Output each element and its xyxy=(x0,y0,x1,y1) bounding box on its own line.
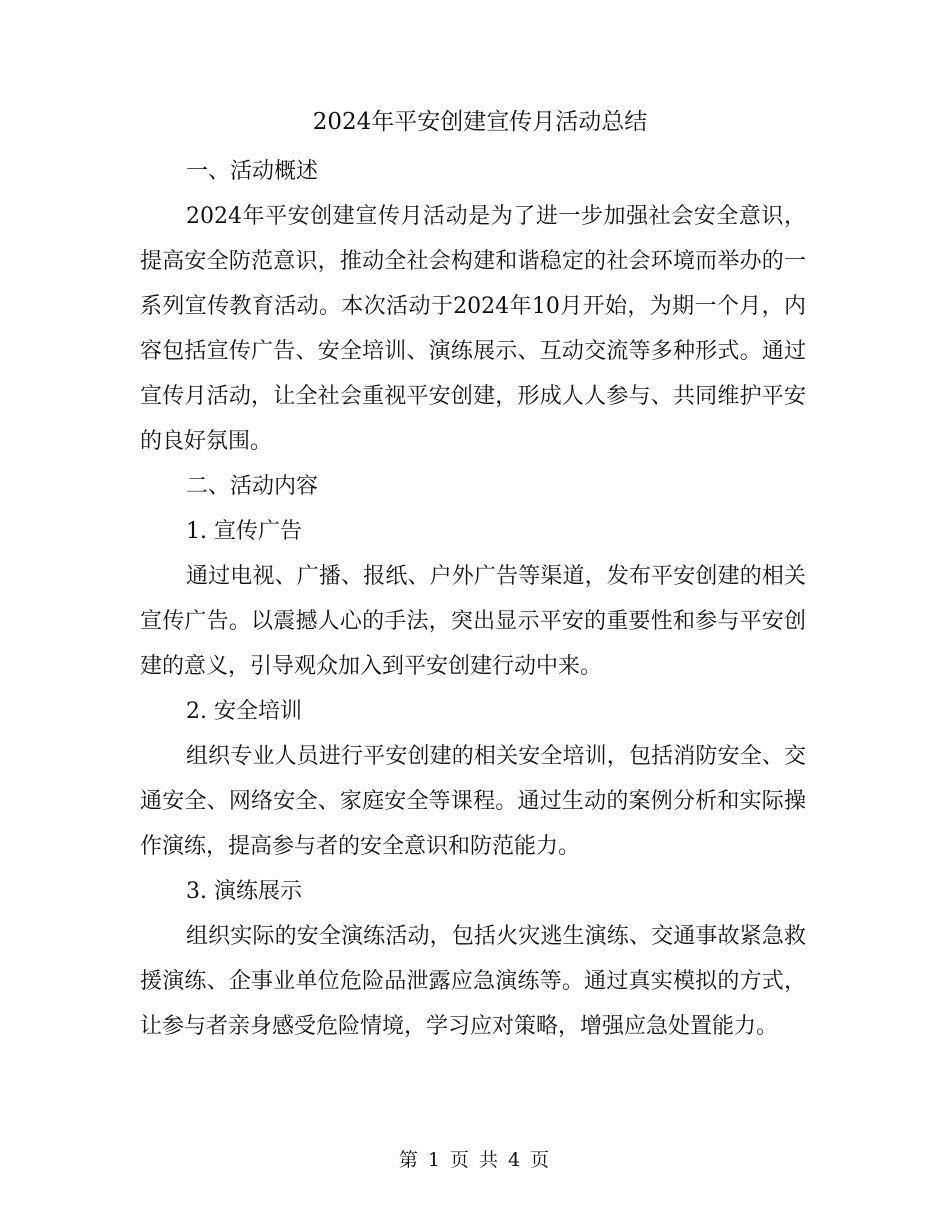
subheading-publicity: 1. 宣传广告 xyxy=(186,519,302,544)
section-heading-overview: 一、活动概述 xyxy=(186,159,319,184)
subheading-training: 2. 安全培训 xyxy=(186,699,302,724)
paragraph-training: 组织专业人员进行平安创建的相关安全培训，包括消防安全、交通安全、网络安全、家庭安全等课程。通过生动的案例分析和实际操作演练，提高参与者的安全意识和防范能力。 xyxy=(140,744,806,859)
paragraph-overview: 2024年平安创建宣传月活动是为了进一步加强社会安全意识，提高安全防范意识，推动全社会构建和谐稳定的社会环境而举办的一系列宣传教育活动。本次活动于2024年10月开始，为期一个月，内容包括宣传广告、安全培训、演练展示、互动交流等多种形式。通过宣传月活动，让全社会重视平安创建，形成人人参与、共同维护平安的良好氛围。 xyxy=(140,204,806,454)
paragraph-publicity: 通过电视、广播、报纸、户外广告等渠道，发布平安创建的相关宣传广告。以震撼人心的手法，突出显示平安的重要性和参与平安创建的意义，引导观众加入到平安创建行动中来。 xyxy=(140,564,806,679)
section-heading-content: 二、活动内容 xyxy=(186,474,319,499)
document-title: 2024年平安创建宣传月活动总结 xyxy=(312,109,648,135)
page-number-footer: 第 1 页 共 4 页 xyxy=(398,1149,552,1171)
paragraph-drills: 组织实际的安全演练活动，包括火灾逃生演练、交通事故紧急救援演练、企事业单位危险品泄露应急演练等。通过真实模拟的方式，让参与者亲身感受危险情境，学习应对策略，增强应急处置能力。 xyxy=(140,924,806,1039)
subheading-drills: 3. 演练展示 xyxy=(186,879,302,904)
document-body xyxy=(140,102,806,1049)
